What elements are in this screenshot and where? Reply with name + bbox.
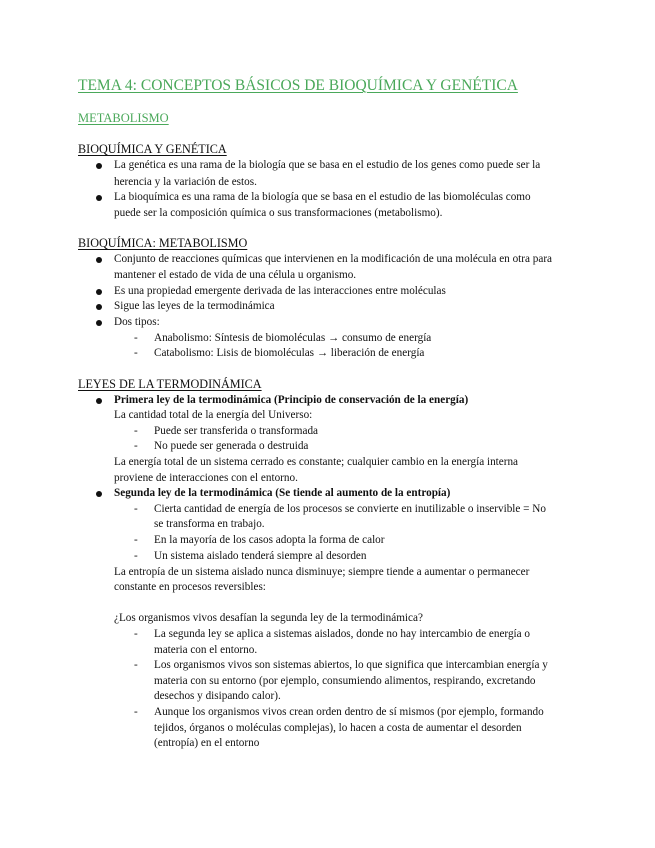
- bullet-icon: [96, 304, 102, 310]
- paragraph-line: Conjunto de reacciones químicas que intervienen en la modificación de una molécula en otra para: [114, 253, 553, 265]
- heading-bioquimica-genetica: BIOQUÍMICA Y GENÉTICA: [78, 142, 227, 156]
- paragraph-line: constante en procesos reversibles:: [114, 581, 266, 593]
- paragraph-line: Dos tipos:: [114, 316, 160, 328]
- paragraph-line: Un sistema aislado tenderá siempre al desorden: [154, 550, 367, 562]
- paragraph-line: Catabolismo: Lisis de biomoléculas → liberación de energía: [154, 347, 425, 359]
- paragraph-line: materia con su entorno (por ejemplo, consumiendo alimentos, respirando, excretando: [154, 675, 536, 687]
- paragraph-line: (entropía) en el entorno: [154, 737, 260, 749]
- question-line: ¿Los organismos vivos desafían la segunda ley de la termodinámica?: [114, 612, 423, 624]
- paragraph-line: La genética es una rama de la biología que se basa en el estudio de los genes como puede ser la: [114, 159, 541, 171]
- dash-marker: -: [134, 628, 138, 640]
- dash-marker: -: [134, 440, 138, 452]
- bullet-icon: [96, 491, 102, 497]
- heading-leyes-termodinamica: LEYES DE LA TERMODINÁMICA: [78, 377, 262, 391]
- paragraph-line: Puede ser transferida o transformada: [154, 425, 319, 437]
- section-subtitle: METABOLISMO: [78, 111, 169, 125]
- paragraph-line: La cantidad total de la energía del Universo:: [114, 409, 313, 421]
- paragraph-line: materia con el entorno.: [154, 644, 258, 656]
- paragraph-line: tejidos, órganos o moléculas complejas), lo hacen a costa de aumentar el desorden: [154, 722, 522, 734]
- paragraph-line: Es una propiedad emergente derivada de las interacciones entre moléculas: [114, 285, 446, 297]
- paragraph-line: Cierta cantidad de energía de los procesos se convierte en inutilizable o inservible = No: [154, 503, 546, 515]
- paragraph-line: La energía total de un sistema cerrado es constante; cualquier cambio en la energía interna: [114, 456, 519, 468]
- paragraph-line: puede ser la composición química o sus transformaciones (metabolismo).: [114, 207, 443, 219]
- paragraph-line: La entropía de un sistema aislado nunca disminuye; siempre tiende a aumentar o permanecer: [114, 566, 530, 578]
- dash-marker: -: [134, 332, 138, 344]
- bullet-icon: [96, 289, 102, 295]
- page-title: TEMA 4: CONCEPTOS BÁSICOS DE BIOQUÍMICA Y GENÉTICA: [78, 77, 518, 94]
- law-heading: Primera ley de la termodinámica (Principio de conservación de la energía): [114, 394, 469, 406]
- dash-marker: -: [134, 425, 138, 437]
- dash-marker: -: [134, 534, 138, 546]
- bullet-icon: [96, 257, 102, 263]
- paragraph-line: Sigue las leyes de la termodinámica: [114, 300, 275, 312]
- bullet-icon: [96, 320, 102, 326]
- paragraph-line: mantener el estado de vida de una célula u organismo.: [114, 269, 357, 281]
- heading-bioquimica-metabolismo: BIOQUÍMICA: METABOLISMO: [78, 236, 248, 250]
- paragraph-line: La segunda ley se aplica a sistemas aislados, donde no hay intercambio de energía o: [154, 628, 531, 640]
- bullet-icon: [96, 398, 102, 404]
- paragraph-line: se transforma en trabajo.: [154, 518, 265, 530]
- dash-marker: -: [134, 706, 138, 718]
- paragraph-line: herencia y la variación de estos.: [114, 176, 257, 188]
- paragraph-line: proviene de interacciones con el entorno.: [114, 472, 298, 484]
- paragraph-line: Aunque los organismos vivos crean orden dentro de sí mismos (por ejemplo, formando: [154, 706, 544, 718]
- paragraph-line: En la mayoría de los casos adopta la forma de calor: [154, 534, 385, 546]
- paragraph-line: Anabolismo: Síntesis de biomoléculas → consumo de energía: [154, 332, 432, 344]
- dash-marker: -: [134, 503, 138, 515]
- paragraph-line: La bioquímica es una rama de la biología que se basa en el estudio de las biomoléculas como: [114, 191, 531, 203]
- dash-marker: -: [134, 347, 138, 359]
- paragraph-line: desechos y disipando calor).: [154, 690, 281, 702]
- law-heading: Segunda ley de la termodinámica (Se tiende al aumento de la entropía): [114, 487, 451, 499]
- bullet-icon: [96, 163, 102, 169]
- dash-marker: -: [134, 550, 138, 562]
- paragraph-line: No puede ser generada o destruida: [154, 440, 309, 452]
- dash-marker: -: [134, 659, 138, 671]
- bullet-icon: [96, 195, 102, 201]
- paragraph-line: Los organismos vivos son sistemas abiertos, lo que significa que intercambian energía y: [154, 659, 548, 671]
